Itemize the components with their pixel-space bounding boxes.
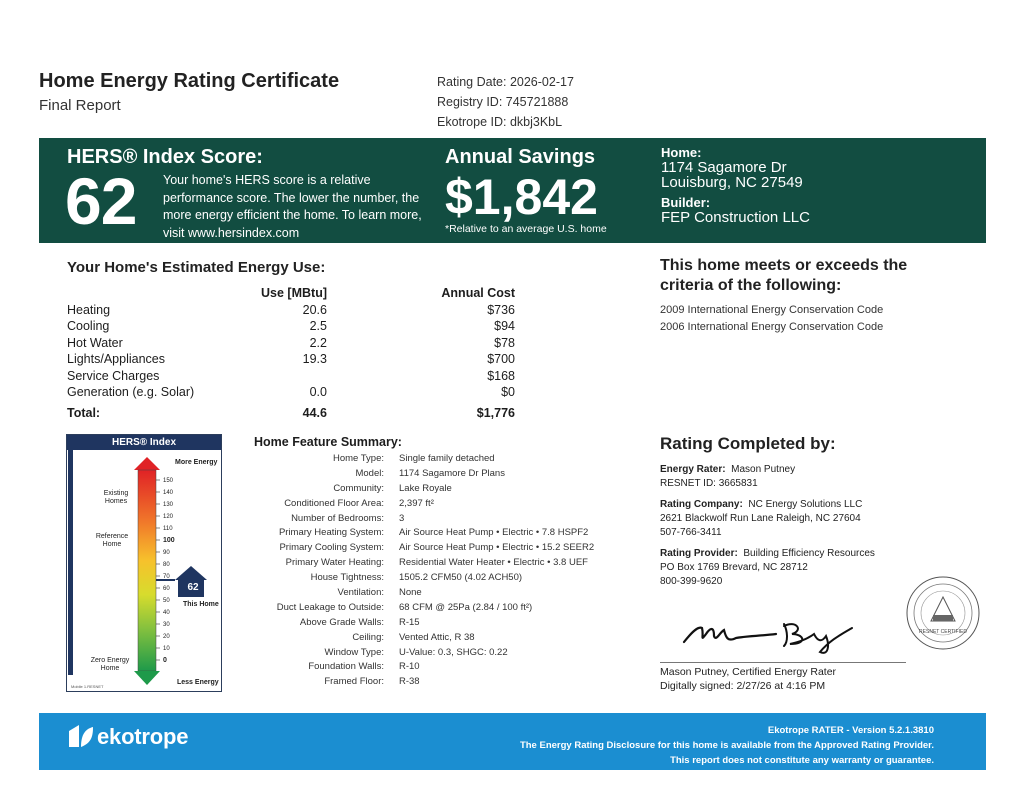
cost-column-header: Annual Cost — [441, 286, 515, 300]
energy-row-label: Heating — [67, 302, 111, 317]
scale-tick-label: 10 — [163, 646, 170, 652]
energy-row-label: Service Charges — [67, 368, 160, 383]
energy-row — [67, 319, 527, 336]
existing-homes-label: Existing Homes — [103, 490, 129, 505]
feature-value: Single family detached — [399, 453, 495, 464]
total-cost: $1,776 — [476, 405, 515, 420]
feature-row — [236, 527, 646, 542]
energy-row — [67, 303, 527, 320]
savings-note: *Relative to an average U.S. home — [445, 223, 607, 235]
energy-row — [67, 336, 527, 353]
energy-row-label: Generation (e.g. Solar) — [67, 385, 195, 399]
feature-row — [236, 647, 646, 662]
scale-footnote: Mobile 1.RESNET — [71, 684, 104, 689]
energy-rater — [660, 463, 795, 491]
provider-address: PO Box 1769 Brevard, NC 28712 — [660, 562, 808, 573]
scale-tick-label: 30 — [163, 622, 170, 628]
this-home-label: This Home — [183, 601, 219, 608]
footer-bar — [39, 713, 986, 770]
signature-line — [660, 662, 906, 663]
savings-heading: Annual Savings — [445, 146, 596, 168]
hers-description: Your home's HERS score is a relative performance score. The lower the number, the more energy efficient the home. To learn more, visit www.hersindex.com — [163, 173, 422, 240]
home-address-line1: 1174 Sagamore Dr — [661, 159, 787, 176]
feature-value: R-15 — [399, 616, 420, 628]
scale-side-bar — [68, 450, 73, 675]
home-info — [661, 146, 810, 226]
feature-row — [236, 602, 646, 617]
seal-caption: RESNET CERTIFIED — [919, 629, 967, 635]
scale-tick-label: 150 — [163, 478, 174, 484]
criteria-title — [660, 256, 907, 296]
energy-use-table — [67, 286, 527, 422]
criteria-item: 2006 International Energy Conservation Code — [660, 321, 884, 333]
ekotrope-leaf-icon — [67, 723, 95, 749]
rating-completed-title: Rating Completed by: — [660, 434, 836, 453]
this-home-score: 62 — [187, 582, 199, 593]
feature-value: U-Value: 0.3, SHGC: 0.22 — [399, 646, 508, 658]
feature-value: Air Source Heat Pump • Electric • 7.8 HSPF2 — [399, 527, 589, 539]
rating-company — [660, 498, 862, 540]
feature-label: Model: — [355, 467, 384, 479]
feature-row — [236, 498, 646, 513]
rater-signature — [680, 612, 870, 660]
energy-row-cost: $168 — [487, 368, 515, 383]
score-banner — [39, 138, 986, 243]
hers-scale-heading: HERS® Index — [67, 435, 221, 450]
hers-heading: HERS® Index Score: — [67, 146, 263, 168]
feature-row — [236, 557, 646, 572]
builder-label: Builder: — [661, 195, 711, 210]
rating-provider — [660, 547, 875, 589]
energy-table-header — [67, 286, 527, 303]
home-address-line2: Louisburg, NC 27549 — [661, 174, 803, 191]
feature-label: Framed Floor: — [324, 676, 384, 688]
feature-value: R-38 — [399, 676, 420, 688]
energy-row-cost: $700 — [487, 352, 515, 366]
feature-value: 1174 Sagamore Dr Plans — [399, 467, 505, 479]
feature-row — [236, 572, 646, 587]
energy-row-label: Cooling — [67, 319, 110, 333]
feature-label: Ventilation: — [337, 587, 384, 599]
feature-label: Number of Bedrooms: — [291, 512, 384, 524]
ekotrope-logo-text: ekotrope — [97, 724, 189, 749]
energy-row — [67, 385, 527, 402]
total-label: Total: — [67, 405, 101, 420]
total-use: 44.6 — [302, 405, 327, 420]
energy-row-cost: $736 — [487, 302, 515, 317]
provider-name: Building Efficiency Resources — [743, 548, 875, 559]
feature-label: Foundation Walls: — [308, 661, 384, 673]
energy-total-row — [67, 406, 527, 423]
scale-tick-label: 110 — [163, 526, 173, 532]
disclosure-note: The Energy Rating Disclosure for this home is available from the Approved Rating Provider. — [519, 740, 934, 751]
feature-label: Community: — [333, 482, 384, 494]
criteria-item: 2009 International Energy Conservation Code — [660, 304, 884, 316]
builder-name: FEP Construction LLC — [661, 209, 810, 226]
feature-value: 2,397 ft² — [399, 497, 434, 509]
feature-value: None — [399, 587, 422, 599]
certificate-title: Home Energy Rating Certificate — [39, 70, 340, 92]
this-home-roof — [175, 566, 207, 580]
feature-summary-title: Home Feature Summary: — [254, 435, 402, 449]
feature-value: Lake Royale — [399, 482, 452, 494]
feature-summary — [236, 453, 646, 691]
criteria-title-line2: criteria of the following: — [660, 277, 842, 294]
energy-row-use: 2.5 — [309, 319, 327, 333]
scale-tick-label: 0 — [163, 657, 167, 664]
feature-value: Vented Attic, R 38 — [399, 631, 475, 643]
report-subtitle: Final Report — [39, 97, 121, 114]
scale-tick-label: 70 — [163, 574, 170, 580]
signature-block — [660, 665, 836, 693]
home-label: Home: — [661, 145, 702, 160]
feature-label: Primary Cooling System: — [279, 542, 384, 554]
feature-row — [236, 661, 646, 676]
energy-row-use: 2.2 — [309, 335, 327, 350]
ekotrope-id: Ekotrope ID: dkbj3KbL — [437, 115, 563, 129]
use-column-header: Use [MBtu] — [261, 286, 327, 300]
hers-index-scale — [66, 434, 222, 692]
energy-row-use: 0.0 — [309, 385, 327, 399]
feature-label: Home Type: — [332, 453, 384, 464]
energy-row — [67, 352, 527, 369]
signer-name: Mason Putney, Certified Energy Rater — [660, 666, 837, 678]
warranty-note: This report does not constitute any warranty or guarantee. — [670, 755, 934, 766]
energy-row-use: 20.6 — [302, 302, 327, 317]
registry-id: Registry ID: 745721888 — [437, 95, 569, 109]
energy-row — [67, 369, 527, 386]
rater-label: Energy Rater: — [660, 464, 726, 475]
feature-label: Above Grade Walls: — [299, 616, 384, 628]
energy-row-label: Lights/Appliances — [67, 352, 165, 366]
scale-down-arrow — [134, 671, 160, 685]
energy-row-label: Hot Water — [67, 335, 123, 350]
energy-use-title: Your Home's Estimated Energy Use: — [67, 259, 326, 276]
feature-row — [236, 587, 646, 602]
feature-row — [236, 617, 646, 632]
scale-tick-label: 120 — [163, 514, 174, 520]
energy-row-cost: $0 — [501, 385, 515, 399]
scale-tick-label: 140 — [163, 490, 174, 496]
feature-row — [236, 483, 646, 498]
feature-row — [236, 632, 646, 647]
feature-label: Ceiling: — [352, 631, 384, 643]
energy-row-cost: $78 — [494, 335, 515, 350]
feature-label: Window Type: — [324, 646, 384, 658]
scale-tick-label: 20 — [163, 634, 170, 640]
provider-label: Rating Provider: — [660, 548, 738, 559]
feature-value: Air Source Heat Pump • Electric • 15.2 SEER2 — [399, 542, 595, 554]
more-energy-label: More Energy — [175, 459, 218, 466]
energy-row-use: 19.3 — [302, 352, 327, 366]
feature-row — [236, 542, 646, 557]
less-energy-label: Less Energy — [177, 679, 219, 686]
scale-tick-label: 50 — [163, 598, 170, 604]
feature-value: 1505.2 CFM50 (4.02 ACH50) — [399, 572, 523, 584]
footer-disclosure — [520, 723, 934, 768]
signed-date: Digitally signed: 2/27/26 at 4:16 PM — [660, 680, 826, 692]
resnet-seal-icon — [905, 575, 981, 651]
scale-tick-label: 90 — [163, 550, 170, 556]
feature-value: 68 CFM @ 25Pa (2.84 / 100 ft²) — [399, 601, 533, 613]
criteria-list — [660, 302, 883, 336]
zero-energy-home-label: Zero Energy Home — [90, 657, 130, 672]
provider-phone: 800-399-9620 — [660, 576, 723, 587]
feature-label: Primary Water Heating: — [285, 557, 384, 569]
feature-value: 3 — [399, 512, 405, 524]
scale-up-arrow — [134, 457, 160, 470]
company-phone: 507-766-3411 — [660, 527, 722, 538]
hers-scale-graphic — [67, 450, 221, 692]
savings-amount: $1,842 — [445, 169, 598, 225]
software-version: Ekotrope RATER - Version 5.2.1.3810 — [767, 725, 934, 736]
feature-row — [236, 513, 646, 528]
resnet-id: RESNET ID: 3665831 — [660, 478, 758, 489]
scale-tick-label: 40 — [163, 610, 170, 616]
feature-label: Primary Heating System: — [278, 527, 384, 539]
criteria-title-line1: This home meets or exceeds the — [660, 257, 908, 274]
energy-row-cost: $94 — [494, 319, 515, 333]
hers-score: 62 — [65, 164, 137, 238]
feature-value: R-10 — [399, 661, 420, 673]
feature-label: Conditioned Floor Area: — [284, 497, 384, 509]
company-address: 2621 Blackwolf Run Lane Raleigh, NC 27604 — [660, 513, 861, 524]
scale-tick-marks — [156, 480, 160, 660]
scale-tick-label: 60 — [163, 586, 170, 592]
rater-name: Mason Putney — [731, 464, 796, 475]
scale-gradient-bar — [138, 470, 156, 671]
feature-label: Duct Leakage to Outside: — [276, 601, 384, 613]
feature-row — [236, 453, 646, 468]
reference-home-label: Reference Home — [95, 533, 129, 548]
company-name: NC Energy Solutions LLC — [748, 499, 863, 510]
feature-label: House Tightness: — [310, 572, 384, 584]
feature-row — [236, 468, 646, 483]
scale-tick-label: 130 — [163, 502, 174, 508]
feature-row — [236, 676, 646, 691]
scale-tick-label: 80 — [163, 562, 170, 568]
scale-tick-label: 100 — [163, 537, 175, 544]
feature-value: Residential Water Heater • Electric • 3.8 UEF — [399, 557, 588, 569]
rating-date: Rating Date: 2026-02-17 — [437, 75, 574, 89]
company-label: Rating Company: — [660, 499, 743, 510]
